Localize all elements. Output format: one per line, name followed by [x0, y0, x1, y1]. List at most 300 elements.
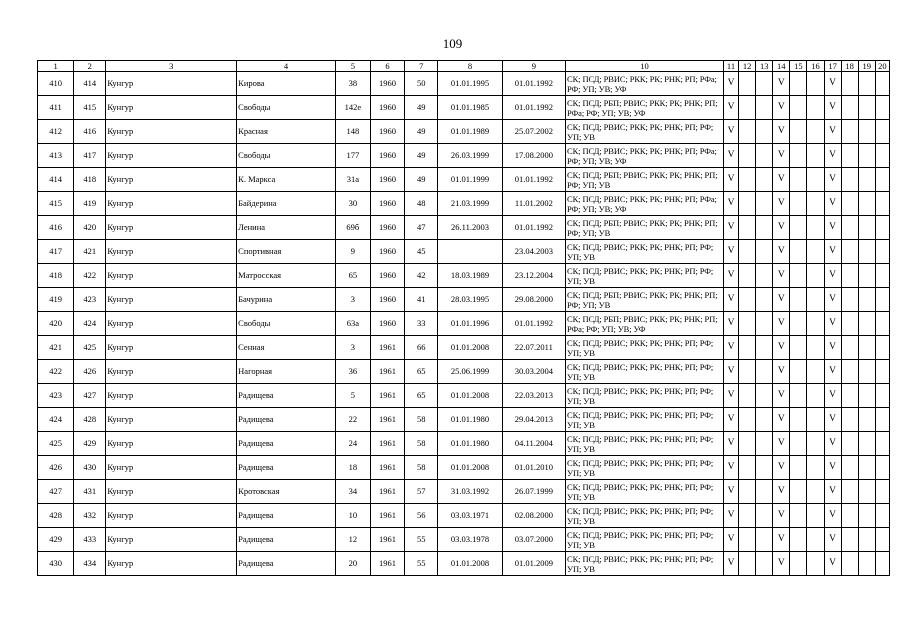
wear-value: 65	[405, 384, 438, 408]
row-number: 415	[38, 192, 74, 216]
mark-16	[807, 528, 824, 552]
mark-15	[790, 72, 807, 96]
mark-17: V	[824, 504, 841, 528]
city-name: Кунгур	[106, 96, 237, 120]
city-name: Кунгур	[106, 312, 237, 336]
city-name: Кунгур	[106, 336, 237, 360]
build-year: 1960	[370, 120, 404, 144]
record-number: 426	[74, 360, 106, 384]
wear-value: 33	[405, 312, 438, 336]
table-row	[38, 504, 890, 528]
table-row	[38, 312, 890, 336]
mark-18	[841, 144, 858, 168]
mark-20	[875, 264, 889, 288]
mark-11: V	[723, 480, 738, 504]
mark-19	[858, 168, 875, 192]
wear-value: 47	[405, 216, 438, 240]
date-start: 01.01.1995	[438, 72, 502, 96]
mark-13	[756, 72, 773, 96]
date-registered: 17.08.2000	[502, 144, 565, 168]
build-year: 1961	[370, 336, 404, 360]
mark-12	[739, 168, 756, 192]
mark-15	[790, 552, 807, 576]
mark-17: V	[824, 528, 841, 552]
build-year: 1960	[370, 96, 404, 120]
mark-18	[841, 120, 858, 144]
mark-20	[875, 336, 889, 360]
wear-value: 58	[405, 456, 438, 480]
mark-16	[807, 480, 824, 504]
build-year: 1960	[370, 144, 404, 168]
table-row	[38, 168, 890, 192]
column-header-13: 13	[756, 61, 773, 72]
date-start: 26.11.2003	[438, 216, 502, 240]
mark-14: V	[773, 504, 790, 528]
mark-18	[841, 504, 858, 528]
mark-12	[739, 192, 756, 216]
service-codes: СК; ПСД; РВИС; РКК; РК; РНК; РП; РФ; УП; УВ	[566, 480, 724, 504]
mark-13	[756, 408, 773, 432]
street-name: Радищева	[237, 504, 336, 528]
mark-20	[875, 432, 889, 456]
mark-19	[858, 456, 875, 480]
mark-17: V	[824, 168, 841, 192]
mark-13	[756, 528, 773, 552]
table-row	[38, 216, 890, 240]
date-registered: 29.04.2013	[502, 408, 565, 432]
house-number: 18	[335, 456, 370, 480]
mark-16	[807, 456, 824, 480]
record-number: 423	[74, 288, 106, 312]
date-registered: 01.01.1992	[502, 96, 565, 120]
mark-20	[875, 384, 889, 408]
mark-19	[858, 480, 875, 504]
record-number: 415	[74, 96, 106, 120]
city-name: Кунгур	[106, 384, 237, 408]
mark-19	[858, 336, 875, 360]
date-registered: 29.08.2000	[502, 288, 565, 312]
column-header-5: 5	[335, 61, 370, 72]
date-start: 01.01.1980	[438, 432, 502, 456]
mark-20	[875, 312, 889, 336]
mark-15	[790, 456, 807, 480]
mark-20	[875, 360, 889, 384]
mark-12	[739, 240, 756, 264]
date-start: 01.01.2008	[438, 552, 502, 576]
column-header-15: 15	[790, 61, 807, 72]
street-name: Свободы	[237, 96, 336, 120]
mark-20	[875, 528, 889, 552]
row-number: 429	[38, 528, 74, 552]
date-start: 21.03.1999	[438, 192, 502, 216]
mark-14: V	[773, 552, 790, 576]
column-header-10: 10	[566, 61, 724, 72]
street-name: К. Маркса	[237, 168, 336, 192]
mark-14: V	[773, 408, 790, 432]
mark-18	[841, 552, 858, 576]
mark-20	[875, 192, 889, 216]
build-year: 1961	[370, 432, 404, 456]
mark-15	[790, 336, 807, 360]
mark-17: V	[824, 456, 841, 480]
mark-11: V	[723, 168, 738, 192]
mark-17: V	[824, 216, 841, 240]
mark-15	[790, 192, 807, 216]
build-year: 1961	[370, 528, 404, 552]
service-codes: СК; ПСД; РВИС; РКК; РК; РНК; РП; РФ; УП; УВ	[566, 240, 724, 264]
city-name: Кунгур	[106, 144, 237, 168]
mark-12	[739, 528, 756, 552]
mark-20	[875, 216, 889, 240]
mark-18	[841, 216, 858, 240]
mark-17: V	[824, 96, 841, 120]
build-year: 1960	[370, 264, 404, 288]
house-number: 34	[335, 480, 370, 504]
date-registered: 23.12.2004	[502, 264, 565, 288]
service-codes: СК; ПСД; РВИС; РКК; РК; РНК; РП; РФ; УП; УВ	[566, 120, 724, 144]
mark-18	[841, 432, 858, 456]
date-registered: 01.01.2010	[502, 456, 565, 480]
mark-12	[739, 360, 756, 384]
row-number: 411	[38, 96, 74, 120]
mark-19	[858, 216, 875, 240]
service-codes: СК; ПСД; РБП; РВИС; РКК; РК; РНК; РП; РФа; РФ; УП; УВ; УФ	[566, 96, 724, 120]
table-row	[38, 432, 890, 456]
street-name: Радищева	[237, 408, 336, 432]
record-number: 433	[74, 528, 106, 552]
wear-value: 50	[405, 72, 438, 96]
date-registered: 01.01.1992	[502, 168, 565, 192]
mark-14: V	[773, 432, 790, 456]
mark-16	[807, 120, 824, 144]
mark-13	[756, 552, 773, 576]
city-name: Кунгур	[106, 528, 237, 552]
table-body	[38, 72, 890, 576]
mark-16	[807, 504, 824, 528]
mark-19	[858, 408, 875, 432]
service-codes: СК; ПСД; РВИС; РКК; РК; РНК; РП; РФ; УП; УВ	[566, 456, 724, 480]
mark-16	[807, 312, 824, 336]
mark-16	[807, 408, 824, 432]
city-name: Кунгур	[106, 168, 237, 192]
record-number: 430	[74, 456, 106, 480]
date-registered: 04.11.2004	[502, 432, 565, 456]
table-row	[38, 240, 890, 264]
column-header-16: 16	[807, 61, 824, 72]
date-start: 01.01.1985	[438, 96, 502, 120]
street-name: Кротовская	[237, 480, 336, 504]
service-codes: СК; ПСД; РВИС; РКК; РК; РНК; РП; РФа; РФ; УП; УВ; УФ	[566, 72, 724, 96]
record-number: 431	[74, 480, 106, 504]
service-codes: СК; ПСД; РБП; РВИС; РКК; РК; РНК; РП; РФ; УП; УВ	[566, 288, 724, 312]
wear-value: 45	[405, 240, 438, 264]
mark-17: V	[824, 336, 841, 360]
mark-16	[807, 384, 824, 408]
mark-14: V	[773, 120, 790, 144]
mark-16	[807, 360, 824, 384]
row-number: 420	[38, 312, 74, 336]
mark-17: V	[824, 264, 841, 288]
wear-value: 42	[405, 264, 438, 288]
house-number: 20	[335, 552, 370, 576]
date-registered: 30.03.2004	[502, 360, 565, 384]
house-number: 30	[335, 192, 370, 216]
record-number: 434	[74, 552, 106, 576]
row-number: 427	[38, 480, 74, 504]
mark-13	[756, 216, 773, 240]
mark-20	[875, 288, 889, 312]
mark-20	[875, 240, 889, 264]
street-name: Сенная	[237, 336, 336, 360]
row-number: 430	[38, 552, 74, 576]
mark-12	[739, 552, 756, 576]
mark-12	[739, 480, 756, 504]
date-registered: 22.07.2011	[502, 336, 565, 360]
record-number: 417	[74, 144, 106, 168]
mark-19	[858, 288, 875, 312]
city-name: Кунгур	[106, 120, 237, 144]
date-registered: 01.01.1992	[502, 72, 565, 96]
mark-14: V	[773, 528, 790, 552]
mark-13	[756, 120, 773, 144]
service-codes: СК; ПСД; РБП; РВИС; РКК; РК; РНК; РП; РФа; РФ; УП; УВ; УФ	[566, 312, 724, 336]
date-registered: 01.01.2009	[502, 552, 565, 576]
mark-19	[858, 528, 875, 552]
build-year: 1961	[370, 456, 404, 480]
city-name: Кунгур	[106, 432, 237, 456]
street-name: Байдерина	[237, 192, 336, 216]
record-number: 416	[74, 120, 106, 144]
city-name: Кунгур	[106, 72, 237, 96]
city-name: Кунгур	[106, 408, 237, 432]
mark-11: V	[723, 240, 738, 264]
mark-13	[756, 504, 773, 528]
mark-14: V	[773, 192, 790, 216]
city-name: Кунгур	[106, 192, 237, 216]
mark-15	[790, 216, 807, 240]
build-year: 1960	[370, 192, 404, 216]
mark-11: V	[723, 528, 738, 552]
column-header-2: 2	[74, 61, 106, 72]
column-header-12: 12	[739, 61, 756, 72]
mark-20	[875, 168, 889, 192]
mark-18	[841, 528, 858, 552]
mark-14: V	[773, 168, 790, 192]
house-number: 63а	[335, 312, 370, 336]
mark-19	[858, 192, 875, 216]
mark-11: V	[723, 336, 738, 360]
build-year: 1960	[370, 288, 404, 312]
mark-16	[807, 432, 824, 456]
mark-13	[756, 480, 773, 504]
street-name: Радищева	[237, 432, 336, 456]
house-number: 65	[335, 264, 370, 288]
table-row	[38, 552, 890, 576]
city-name: Кунгур	[106, 360, 237, 384]
service-codes: СК; ПСД; РВИС; РКК; РК; РНК; РП; РФ; УП; УВ	[566, 264, 724, 288]
table-row	[38, 336, 890, 360]
date-start: 28.03.1995	[438, 288, 502, 312]
mark-20	[875, 96, 889, 120]
housing-registry-table	[37, 60, 890, 576]
mark-19	[858, 552, 875, 576]
build-year: 1960	[370, 168, 404, 192]
mark-15	[790, 480, 807, 504]
wear-value: 49	[405, 120, 438, 144]
service-codes: СК; ПСД; РВИС; РКК; РК; РНК; РП; РФ; УП; УВ	[566, 360, 724, 384]
record-number: 421	[74, 240, 106, 264]
street-name: Радищева	[237, 528, 336, 552]
mark-11: V	[723, 552, 738, 576]
mark-13	[756, 384, 773, 408]
mark-18	[841, 192, 858, 216]
service-codes: СК; ПСД; РБП; РВИС; РКК; РК; РНК; РП; РФ; УП; УВ	[566, 216, 724, 240]
column-header-4: 4	[237, 61, 336, 72]
mark-12	[739, 72, 756, 96]
mark-19	[858, 96, 875, 120]
house-number: 38	[335, 72, 370, 96]
house-number: 69б	[335, 216, 370, 240]
date-start: 01.01.1980	[438, 408, 502, 432]
row-number: 428	[38, 504, 74, 528]
row-number: 412	[38, 120, 74, 144]
column-header-20: 20	[875, 61, 889, 72]
wear-value: 58	[405, 432, 438, 456]
mark-16	[807, 264, 824, 288]
record-number: 420	[74, 216, 106, 240]
wear-value: 49	[405, 168, 438, 192]
mark-18	[841, 336, 858, 360]
mark-13	[756, 168, 773, 192]
date-start: 01.01.1999	[438, 168, 502, 192]
mark-11: V	[723, 96, 738, 120]
column-header-18: 18	[841, 61, 858, 72]
service-codes: СК; ПСД; РВИС; РКК; РК; РНК; РП; РФ; УП; УВ	[566, 432, 724, 456]
mark-11: V	[723, 120, 738, 144]
mark-14: V	[773, 240, 790, 264]
mark-15	[790, 408, 807, 432]
mark-16	[807, 192, 824, 216]
mark-14: V	[773, 336, 790, 360]
build-year: 1961	[370, 480, 404, 504]
date-registered: 26.07.1999	[502, 480, 565, 504]
street-name: Свободы	[237, 312, 336, 336]
mark-18	[841, 384, 858, 408]
table-row	[38, 480, 890, 504]
street-name: Кирова	[237, 72, 336, 96]
city-name: Кунгур	[106, 504, 237, 528]
mark-11: V	[723, 360, 738, 384]
mark-17: V	[824, 72, 841, 96]
wear-value: 41	[405, 288, 438, 312]
mark-14: V	[773, 96, 790, 120]
mark-19	[858, 240, 875, 264]
mark-11: V	[723, 288, 738, 312]
mark-11: V	[723, 192, 738, 216]
date-start: 01.01.2008	[438, 384, 502, 408]
wear-value: 58	[405, 408, 438, 432]
mark-12	[739, 264, 756, 288]
record-number: 424	[74, 312, 106, 336]
mark-12	[739, 432, 756, 456]
date-registered: 11.01.2002	[502, 192, 565, 216]
record-number: 422	[74, 264, 106, 288]
mark-12	[739, 408, 756, 432]
date-start: 01.01.2008	[438, 456, 502, 480]
mark-12	[739, 96, 756, 120]
row-number: 416	[38, 216, 74, 240]
city-name: Кунгур	[106, 216, 237, 240]
mark-18	[841, 288, 858, 312]
mark-12	[739, 144, 756, 168]
mark-12	[739, 384, 756, 408]
street-name: Радищева	[237, 552, 336, 576]
table-row	[38, 72, 890, 96]
date-registered: 25.07.2002	[502, 120, 565, 144]
mark-20	[875, 480, 889, 504]
wear-value: 49	[405, 96, 438, 120]
mark-13	[756, 240, 773, 264]
row-number: 417	[38, 240, 74, 264]
mark-16	[807, 240, 824, 264]
column-header-6: 6	[370, 61, 404, 72]
record-number: 414	[74, 72, 106, 96]
row-number: 421	[38, 336, 74, 360]
mark-16	[807, 216, 824, 240]
street-name: Радищева	[237, 384, 336, 408]
mark-14: V	[773, 384, 790, 408]
mark-19	[858, 264, 875, 288]
mark-11: V	[723, 408, 738, 432]
mark-20	[875, 504, 889, 528]
mark-15	[790, 312, 807, 336]
row-number: 419	[38, 288, 74, 312]
record-number: 429	[74, 432, 106, 456]
mark-19	[858, 432, 875, 456]
date-start: 01.01.2008	[438, 336, 502, 360]
row-number: 414	[38, 168, 74, 192]
mark-17: V	[824, 192, 841, 216]
mark-19	[858, 384, 875, 408]
mark-17: V	[824, 432, 841, 456]
mark-19	[858, 504, 875, 528]
mark-17: V	[824, 312, 841, 336]
mark-18	[841, 480, 858, 504]
mark-13	[756, 144, 773, 168]
date-start: 18.03.1989	[438, 264, 502, 288]
date-registered: 02.08.2000	[502, 504, 565, 528]
mark-14: V	[773, 480, 790, 504]
build-year: 1961	[370, 504, 404, 528]
column-header-3: 3	[106, 61, 237, 72]
column-header-19: 19	[858, 61, 875, 72]
mark-16	[807, 288, 824, 312]
street-name: Красная	[237, 120, 336, 144]
mark-17: V	[824, 384, 841, 408]
mark-15	[790, 120, 807, 144]
row-number: 413	[38, 144, 74, 168]
city-name: Кунгур	[106, 552, 237, 576]
mark-19	[858, 72, 875, 96]
house-number: 31а	[335, 168, 370, 192]
service-codes: СК; ПСД; РВИС; РКК; РК; РНК; РП; РФа; РФ; УП; УВ; УФ	[566, 192, 724, 216]
mark-15	[790, 504, 807, 528]
mark-16	[807, 72, 824, 96]
mark-11: V	[723, 144, 738, 168]
build-year: 1960	[370, 72, 404, 96]
table-row	[38, 288, 890, 312]
house-number: 177	[335, 144, 370, 168]
